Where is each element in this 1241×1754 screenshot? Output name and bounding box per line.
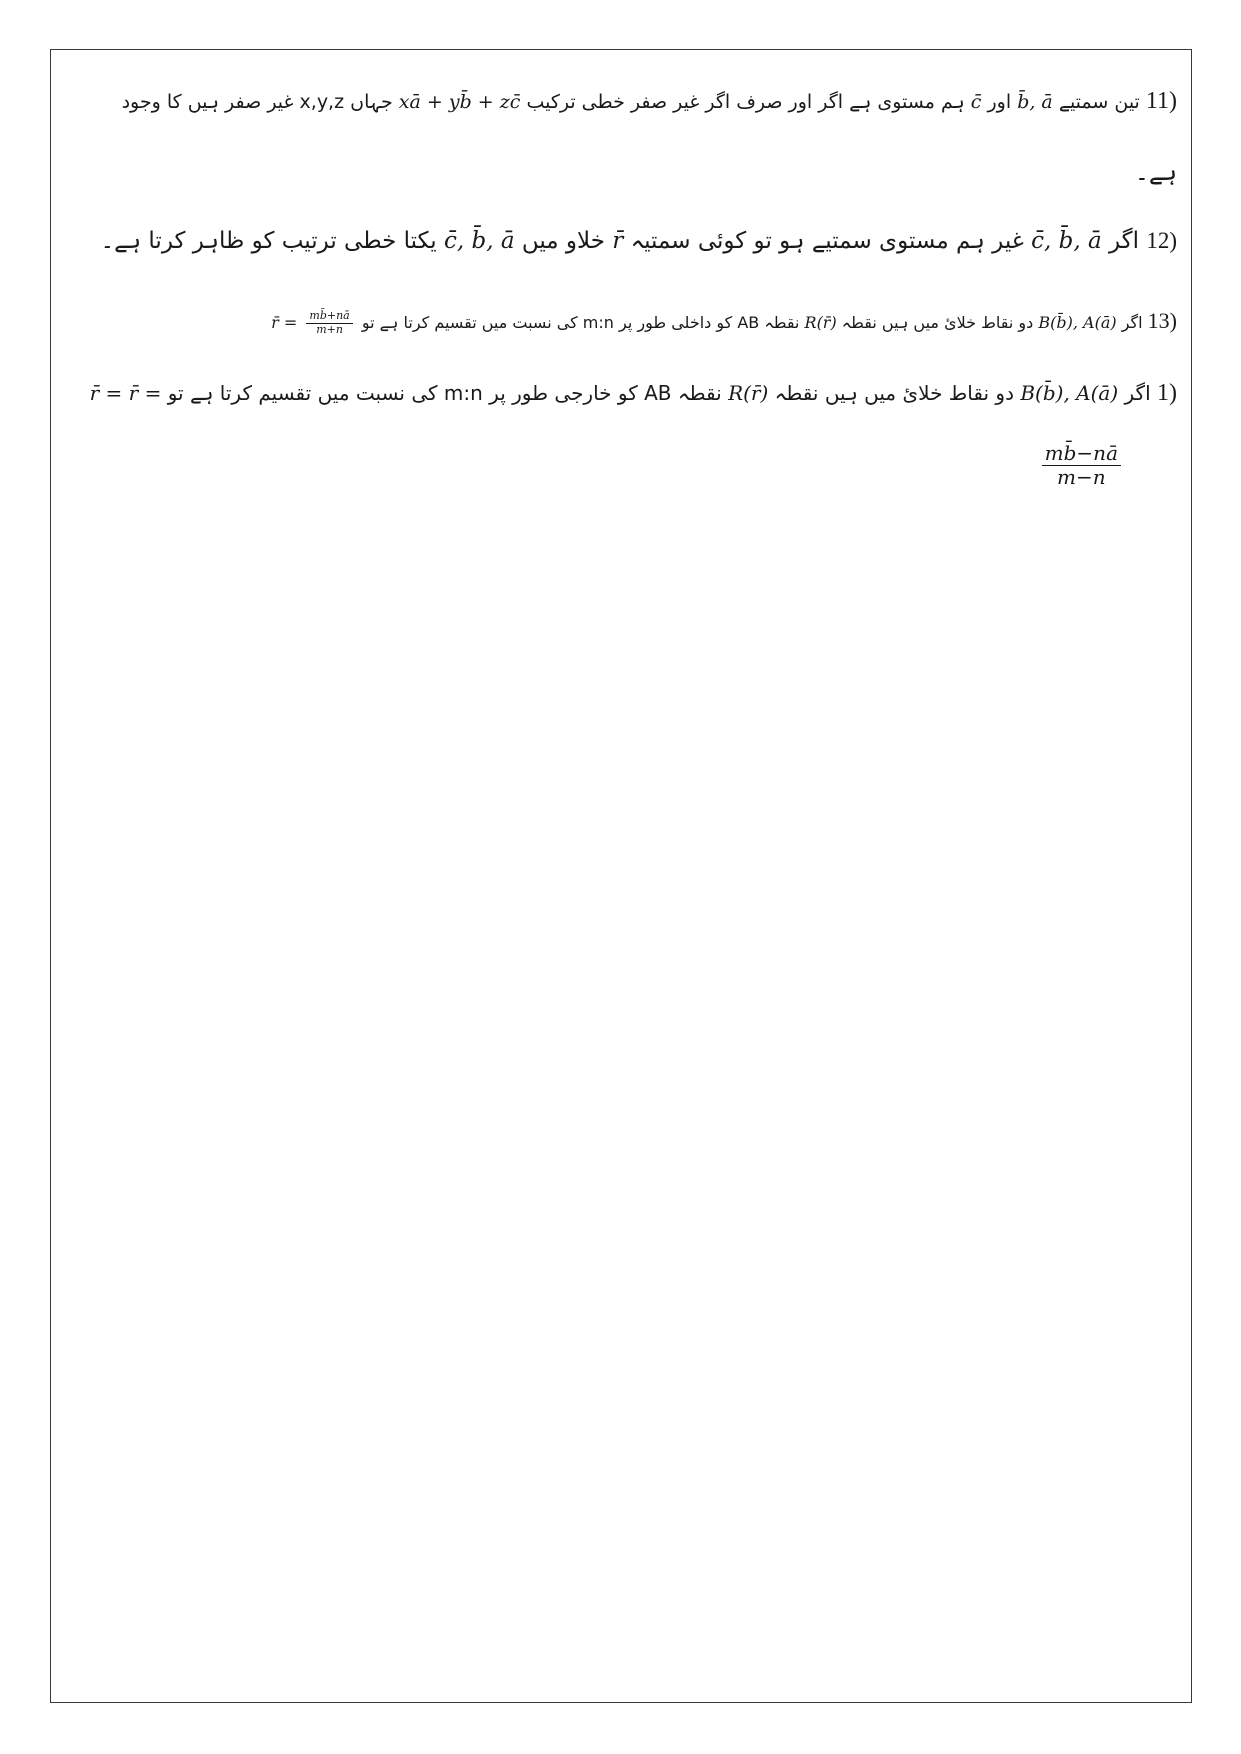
page-border xyxy=(50,49,1192,1703)
statement-11 xyxy=(122,88,1177,115)
math-expression: AB xyxy=(644,381,672,405)
statement-text: دو نقاط خلائ میں ہیں نقطہ xyxy=(774,381,1014,405)
statement-text: کی نسبت میں تقسیم کرتا ہے تو xyxy=(361,313,578,332)
math-expression: r̄ xyxy=(612,228,624,254)
statement-number: 11) xyxy=(1145,88,1177,114)
statement-text: اگر xyxy=(1124,381,1151,405)
math-expression: c̄, b̄, ā xyxy=(443,228,515,254)
statement-text: کو داخلی طور پر xyxy=(619,313,733,332)
math-expression: c̄ xyxy=(970,91,982,113)
math-expression: R(r̄) xyxy=(728,381,769,405)
math-expression: B(b̄), A(ā) xyxy=(1038,313,1117,332)
formula-fraction xyxy=(306,310,352,336)
statement-text: تین سمتیے xyxy=(1058,91,1140,113)
formula-fraction xyxy=(1042,442,1121,489)
statement-text: اور xyxy=(987,91,1012,113)
statement-text: اگر xyxy=(1121,313,1143,332)
statement-13 xyxy=(271,308,1177,337)
statement-text: جہاں xyxy=(350,91,393,113)
statement-text: ہم مستوی ہے اگر اور صرف اگر غیر صفر خطی ترکیب xyxy=(526,91,965,113)
statement-text: ہے۔ xyxy=(1134,158,1177,186)
formula-lhs: r̄ = r̄ = xyxy=(89,381,162,405)
math-expression: x,y,z xyxy=(299,91,345,113)
math-expression: m:n xyxy=(582,313,614,332)
statement-text: نقطہ xyxy=(764,313,800,332)
formula-lhs: r̄ = xyxy=(271,313,298,332)
statement-text: غیر صفر ہیں کا وجود xyxy=(121,91,294,113)
statement-number: 12) xyxy=(1146,228,1177,253)
statement-text: خلاو میں xyxy=(521,228,605,254)
fraction-numerator: mb̄−nā xyxy=(1042,442,1121,466)
math-expression: AB xyxy=(737,313,760,332)
statement-text: کو خارجی طور پر xyxy=(489,381,638,405)
math-expression: m:n xyxy=(443,381,483,405)
statement-11-continuation xyxy=(1135,158,1177,186)
statement-text: اگر xyxy=(1108,228,1140,254)
fraction-denominator: m+n xyxy=(316,323,343,336)
fraction-denominator: m−n xyxy=(1057,465,1106,489)
statement-1 xyxy=(90,380,1177,407)
fraction-numerator: mb̄+nā xyxy=(306,310,352,324)
math-expression: B(b̄), A(ā) xyxy=(1020,381,1119,405)
statement-number: 1) xyxy=(1157,380,1177,406)
statement-text: نقطہ xyxy=(677,381,722,405)
math-expression: R(r̄) xyxy=(804,313,837,332)
statement-text: غیر ہم مستوی سمتیے ہو تو کوئی سمتیہ xyxy=(630,228,1024,254)
statement-number: 13) xyxy=(1147,308,1177,333)
math-expression: c̄, b̄, ā xyxy=(1031,228,1102,254)
statement-text: یکتا خطی ترتیب کو ظاہر کرتا ہے۔ xyxy=(100,228,437,254)
statement-text: کی نسبت میں تقسیم کرتا ہے تو xyxy=(167,381,438,405)
statement-text: دو نقاط خلائ میں ہیں نقطہ xyxy=(841,313,1034,332)
math-expression: b̄, ā xyxy=(1017,91,1053,113)
math-expression: xā + yb̄ + zc̄ xyxy=(398,91,521,113)
statement-12 xyxy=(101,228,1177,254)
